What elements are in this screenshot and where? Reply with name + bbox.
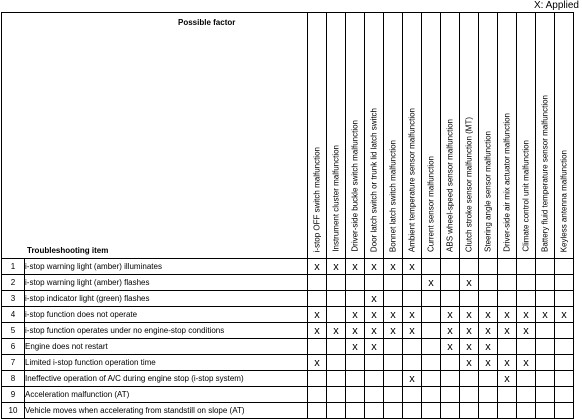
empty-cell: [460, 403, 479, 419]
applied-mark: x: [403, 371, 422, 387]
applied-mark: x: [460, 307, 479, 323]
troubleshooting-item: i-stop function operates under no engine-stop conditions: [25, 323, 308, 339]
factor-label: Driver-side air mix actuator malfunction: [502, 113, 512, 252]
troubleshooting-matrix: [1, 12, 574, 419]
empty-cell: [498, 387, 517, 403]
empty-cell: [498, 275, 517, 291]
factor-header: [422, 13, 441, 259]
empty-cell: [346, 355, 365, 371]
table-row: [2, 355, 574, 371]
factor-label: Instrument cluster malfunction: [331, 145, 341, 252]
empty-cell: [441, 387, 460, 403]
empty-cell: [555, 323, 574, 339]
empty-cell: [536, 323, 555, 339]
empty-cell: [403, 387, 422, 403]
empty-cell: [441, 259, 460, 275]
empty-cell: [536, 275, 555, 291]
empty-cell: [517, 275, 536, 291]
applied-mark: x: [498, 323, 517, 339]
empty-cell: [441, 371, 460, 387]
empty-cell: [517, 371, 536, 387]
factor-header: [365, 13, 384, 259]
empty-cell: [498, 291, 517, 307]
empty-cell: [365, 387, 384, 403]
empty-cell: [384, 403, 403, 419]
applied-mark: x: [346, 259, 365, 275]
row-number: 8: [2, 371, 25, 387]
empty-cell: [536, 355, 555, 371]
empty-cell: [403, 403, 422, 419]
empty-cell: [327, 403, 346, 419]
empty-cell: [536, 291, 555, 307]
empty-cell: [460, 371, 479, 387]
empty-cell: [422, 387, 441, 403]
empty-cell: [327, 291, 346, 307]
applied-mark: x: [479, 323, 498, 339]
empty-cell: [403, 355, 422, 371]
empty-cell: [441, 275, 460, 291]
factor-label: Battery fluid temperature sensor malfunction: [540, 95, 550, 252]
applied-mark: x: [365, 339, 384, 355]
factor-label: Driver-side buckle switch malfunction: [350, 120, 360, 252]
applied-mark: x: [517, 355, 536, 371]
empty-cell: [479, 387, 498, 403]
empty-cell: [308, 291, 327, 307]
troubleshooting-item: Engine does not restart: [25, 339, 308, 355]
factor-header: [536, 13, 555, 259]
empty-cell: [365, 403, 384, 419]
row-number: 7: [2, 355, 25, 371]
empty-cell: [384, 275, 403, 291]
table-row: [2, 307, 574, 323]
empty-cell: [308, 275, 327, 291]
empty-cell: [555, 275, 574, 291]
table-row: [2, 403, 574, 419]
row-number: 4: [2, 307, 25, 323]
empty-cell: [327, 371, 346, 387]
factor-header: [327, 13, 346, 259]
empty-cell: [555, 339, 574, 355]
empty-cell: [555, 259, 574, 275]
factor-header: [403, 13, 422, 259]
factor-label: Door latch switch or trunk lid latch switch: [369, 107, 379, 252]
applied-mark: x: [498, 355, 517, 371]
empty-cell: [365, 355, 384, 371]
empty-cell: [308, 339, 327, 355]
applied-mark: x: [365, 307, 384, 323]
applied-mark: x: [308, 355, 327, 371]
empty-cell: [403, 291, 422, 307]
troubleshooting-item: i-stop indicator light (green) flashes: [25, 291, 308, 307]
empty-cell: [384, 355, 403, 371]
possible-factor-heading: Possible factor: [178, 18, 236, 27]
empty-cell: [536, 403, 555, 419]
factor-label: Bonnet latch switch malfunction: [388, 139, 398, 252]
applied-mark: x: [460, 339, 479, 355]
applied-mark: x: [479, 355, 498, 371]
applied-mark: x: [403, 307, 422, 323]
troubleshooting-item-heading: Troubleshooting item: [27, 246, 109, 255]
empty-cell: [346, 387, 365, 403]
empty-cell: [346, 275, 365, 291]
empty-cell: [308, 403, 327, 419]
factor-label: Ambient temperature sensor malfunction: [407, 107, 417, 252]
applied-mark: x: [308, 307, 327, 323]
empty-cell: [441, 355, 460, 371]
empty-cell: [327, 275, 346, 291]
empty-cell: [536, 339, 555, 355]
empty-cell: [460, 259, 479, 275]
factor-label: Keyless antenna malfunction: [559, 149, 569, 252]
empty-cell: [536, 259, 555, 275]
applied-mark: x: [555, 307, 574, 323]
empty-cell: [422, 259, 441, 275]
empty-cell: [365, 275, 384, 291]
table-row: [2, 387, 574, 403]
applied-mark: x: [365, 291, 384, 307]
row-number: 2: [2, 275, 25, 291]
table-corner: [2, 13, 308, 259]
empty-cell: [517, 339, 536, 355]
empty-cell: [422, 291, 441, 307]
empty-cell: [308, 371, 327, 387]
empty-cell: [536, 387, 555, 403]
applied-mark: x: [346, 323, 365, 339]
applied-mark: x: [346, 307, 365, 323]
applied-mark: x: [517, 307, 536, 323]
empty-cell: [365, 371, 384, 387]
factor-header: [308, 13, 327, 259]
row-number: 3: [2, 291, 25, 307]
empty-cell: [384, 371, 403, 387]
empty-cell: [422, 307, 441, 323]
empty-cell: [403, 275, 422, 291]
empty-cell: [384, 387, 403, 403]
troubleshooting-item: Vehicle moves when accelerating from standstill on slope (AT): [25, 403, 308, 419]
empty-cell: [517, 259, 536, 275]
empty-cell: [479, 371, 498, 387]
factor-label: Climate control unit malfunction: [521, 140, 531, 252]
applied-mark: x: [384, 307, 403, 323]
troubleshooting-item: Acceleration malfunction (AT): [25, 387, 308, 403]
applied-mark: x: [517, 323, 536, 339]
empty-cell: [498, 339, 517, 355]
empty-cell: [422, 355, 441, 371]
empty-cell: [555, 355, 574, 371]
factor-header: [384, 13, 403, 259]
troubleshooting-item: Limited i-stop function operation time: [25, 355, 308, 371]
table-row: [2, 291, 574, 307]
factor-header: [517, 13, 536, 259]
empty-cell: [517, 387, 536, 403]
empty-cell: [498, 403, 517, 419]
empty-cell: [479, 259, 498, 275]
empty-cell: [479, 291, 498, 307]
empty-cell: [460, 387, 479, 403]
applied-legend: X: Applied: [533, 0, 579, 11]
empty-cell: [422, 371, 441, 387]
factor-label: Current sensor malfunction: [426, 155, 436, 252]
troubleshooting-item: Ineffective operation of A/C during engine stop (i-stop system): [25, 371, 308, 387]
empty-cell: [555, 387, 574, 403]
row-number: 1: [2, 259, 25, 275]
table-row: [2, 259, 574, 275]
empty-cell: [422, 339, 441, 355]
empty-cell: [441, 291, 460, 307]
applied-mark: x: [460, 355, 479, 371]
empty-cell: [479, 403, 498, 419]
header-row: [2, 13, 574, 259]
factor-header: [441, 13, 460, 259]
applied-mark: x: [479, 339, 498, 355]
empty-cell: [346, 291, 365, 307]
empty-cell: [346, 403, 365, 419]
empty-cell: [327, 307, 346, 323]
applied-mark: x: [403, 259, 422, 275]
factor-label: Clutch stroke sensor malfunction (MT): [464, 116, 474, 252]
applied-mark: x: [365, 323, 384, 339]
applied-mark: x: [460, 275, 479, 291]
troubleshooting-item: i-stop function does not operate: [25, 307, 308, 323]
empty-cell: [327, 387, 346, 403]
troubleshooting-item: i-stop warning light (amber) illuminates: [25, 259, 308, 275]
applied-mark: x: [327, 259, 346, 275]
empty-cell: [346, 371, 365, 387]
applied-mark: x: [498, 371, 517, 387]
empty-cell: [479, 275, 498, 291]
table-row: [2, 339, 574, 355]
empty-cell: [422, 403, 441, 419]
applied-mark: x: [479, 307, 498, 323]
matrix-body: [2, 259, 574, 419]
empty-cell: [403, 339, 422, 355]
empty-cell: [517, 403, 536, 419]
empty-cell: [498, 259, 517, 275]
empty-cell: [422, 323, 441, 339]
empty-cell: [327, 339, 346, 355]
empty-cell: [384, 291, 403, 307]
row-number: 10: [2, 403, 25, 419]
applied-mark: x: [441, 323, 460, 339]
factor-label: Steering angle sensor malfunction: [483, 131, 493, 252]
empty-cell: [460, 291, 479, 307]
applied-mark: x: [384, 259, 403, 275]
empty-cell: [441, 403, 460, 419]
troubleshooting-item: i-stop warning light (amber) flashes: [25, 275, 308, 291]
factor-label: ABS wheel-speed sensor malfunction: [445, 119, 455, 252]
applied-mark: x: [327, 323, 346, 339]
factor-header: [498, 13, 517, 259]
factor-header: [460, 13, 479, 259]
table-row: [2, 323, 574, 339]
applied-mark: x: [308, 323, 327, 339]
applied-mark: x: [441, 307, 460, 323]
empty-cell: [536, 371, 555, 387]
empty-cell: [384, 339, 403, 355]
table-row: [2, 371, 574, 387]
factor-header: [346, 13, 365, 259]
table-row: [2, 275, 574, 291]
empty-cell: [555, 371, 574, 387]
applied-mark: x: [441, 339, 460, 355]
applied-mark: x: [460, 323, 479, 339]
applied-mark: x: [384, 323, 403, 339]
factor-header: [555, 13, 574, 259]
applied-mark: x: [308, 259, 327, 275]
empty-cell: [517, 291, 536, 307]
applied-mark: x: [403, 323, 422, 339]
empty-cell: [555, 291, 574, 307]
applied-mark: x: [498, 307, 517, 323]
empty-cell: [327, 355, 346, 371]
row-number: 5: [2, 323, 25, 339]
empty-cell: [308, 387, 327, 403]
row-number: 6: [2, 339, 25, 355]
empty-cell: [555, 403, 574, 419]
applied-mark: x: [422, 275, 441, 291]
applied-mark: x: [365, 259, 384, 275]
factor-header: [479, 13, 498, 259]
applied-mark: x: [346, 339, 365, 355]
factor-label: i-stop OFF switch malfunction: [312, 146, 322, 252]
applied-mark: x: [536, 307, 555, 323]
row-number: 9: [2, 387, 25, 403]
